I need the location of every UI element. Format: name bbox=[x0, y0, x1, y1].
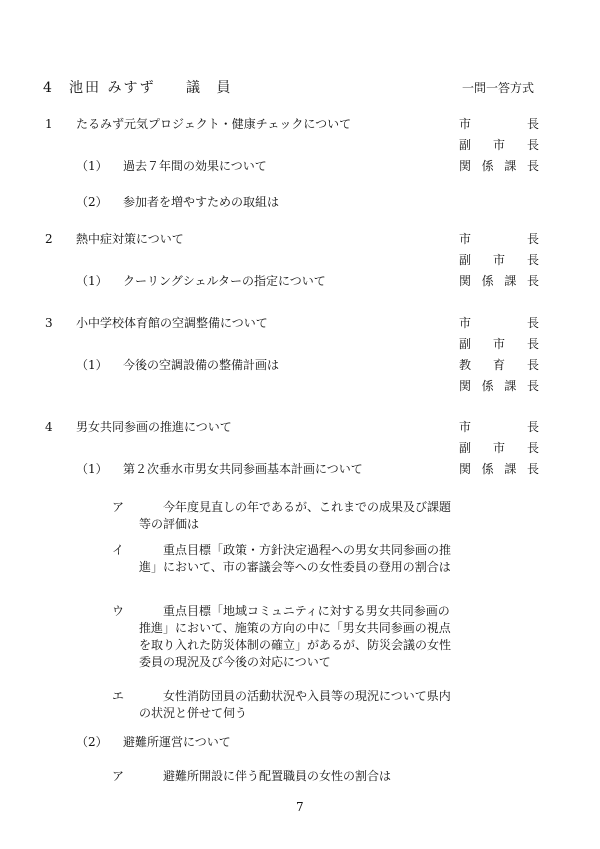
sub-title: 参加者を増やすための取組は bbox=[123, 195, 280, 209]
respondent-vice-mayor: 副 市 長 bbox=[459, 253, 539, 267]
sub-number: （1） bbox=[76, 274, 108, 288]
sub-number: （1） bbox=[76, 159, 108, 173]
section-number: 2 bbox=[45, 232, 53, 246]
section-title: 男女共同参画の推進について bbox=[76, 420, 232, 434]
respondent-mayor: 市 長 bbox=[459, 420, 539, 434]
section-title: 小中学校体育館の空調整備について bbox=[76, 316, 268, 330]
section-number: 4 bbox=[45, 420, 53, 434]
respondent-section-chief: 関 係 課 長 bbox=[459, 379, 539, 393]
speaker-name: 池田 みすず bbox=[69, 80, 156, 96]
respondent-vice-mayor: 副 市 長 bbox=[459, 441, 539, 455]
respondent-mayor: 市 長 bbox=[459, 316, 539, 330]
section-number: 1 bbox=[45, 117, 53, 131]
respondent-mayor: 市 長 bbox=[459, 117, 539, 131]
sub-number: （2） bbox=[76, 195, 108, 209]
sub-title: 第２次垂水市男女共同参画基本計画について bbox=[123, 462, 363, 476]
page-number: 7 bbox=[296, 800, 304, 814]
speaker-title: 議 員 bbox=[186, 80, 237, 96]
speaker-number: 4 bbox=[43, 80, 52, 96]
section-number: 3 bbox=[45, 316, 53, 330]
item-text: 今年度見直しの年であるが、これまでの成果及び課題等の評価は bbox=[139, 500, 452, 531]
sub-title: クーリングシェルターの指定について bbox=[123, 274, 326, 288]
respondent-vice-mayor: 副 市 長 bbox=[459, 138, 539, 152]
respondent-vice-mayor: 副 市 長 bbox=[459, 337, 539, 351]
item-text: 避難所開設に伴う配置職員の女性の割合は bbox=[163, 769, 392, 783]
item-label: イ bbox=[112, 543, 125, 557]
respondent-section-chief: 関 係 課 長 bbox=[459, 274, 539, 288]
respondent-section-chief: 関 係 課 長 bbox=[459, 159, 539, 173]
respondent-mayor: 市 長 bbox=[459, 232, 539, 246]
question-method: 一問一答方式 bbox=[462, 81, 535, 95]
item-label: ア bbox=[112, 500, 125, 514]
item-text: 重点目標「政策・方針決定過程への男女共同参画の推進」において、市の審議会等への女性委員の登用の割合は bbox=[139, 543, 452, 574]
section-title: たるみず元気プロジェクト・健康チェックについて bbox=[76, 117, 352, 131]
item-label: ア bbox=[112, 769, 125, 783]
respondent-section-chief: 関 係 課 長 bbox=[459, 462, 539, 476]
sub-number: （1） bbox=[76, 462, 108, 476]
sub-title: 過去７年間の効果について bbox=[123, 159, 267, 173]
section-title: 熱中症対策について bbox=[76, 232, 184, 246]
sub-number: （2） bbox=[76, 735, 108, 749]
item-text: 女性消防団員の活動状況や入員等の現況について県内の状況と併せて伺う bbox=[139, 689, 451, 720]
sub-title: 避難所運営について bbox=[123, 735, 231, 749]
sub-number: （1） bbox=[76, 358, 108, 372]
item-label: エ bbox=[112, 689, 125, 703]
sub-title: 今後の空調設備の整備計画は bbox=[123, 358, 280, 372]
respondent-superintendent: 教 育 長 bbox=[459, 358, 539, 372]
item-label: ウ bbox=[112, 604, 125, 618]
item-text: 重点目標「地域コミュニティに対する男女共同参画の推進」において、施策の方向の中に「男女共同参画の視点を取り入れた防災体制の確立」があるが、防災会議の女性委員の現況及び今後の対応について bbox=[139, 604, 452, 669]
